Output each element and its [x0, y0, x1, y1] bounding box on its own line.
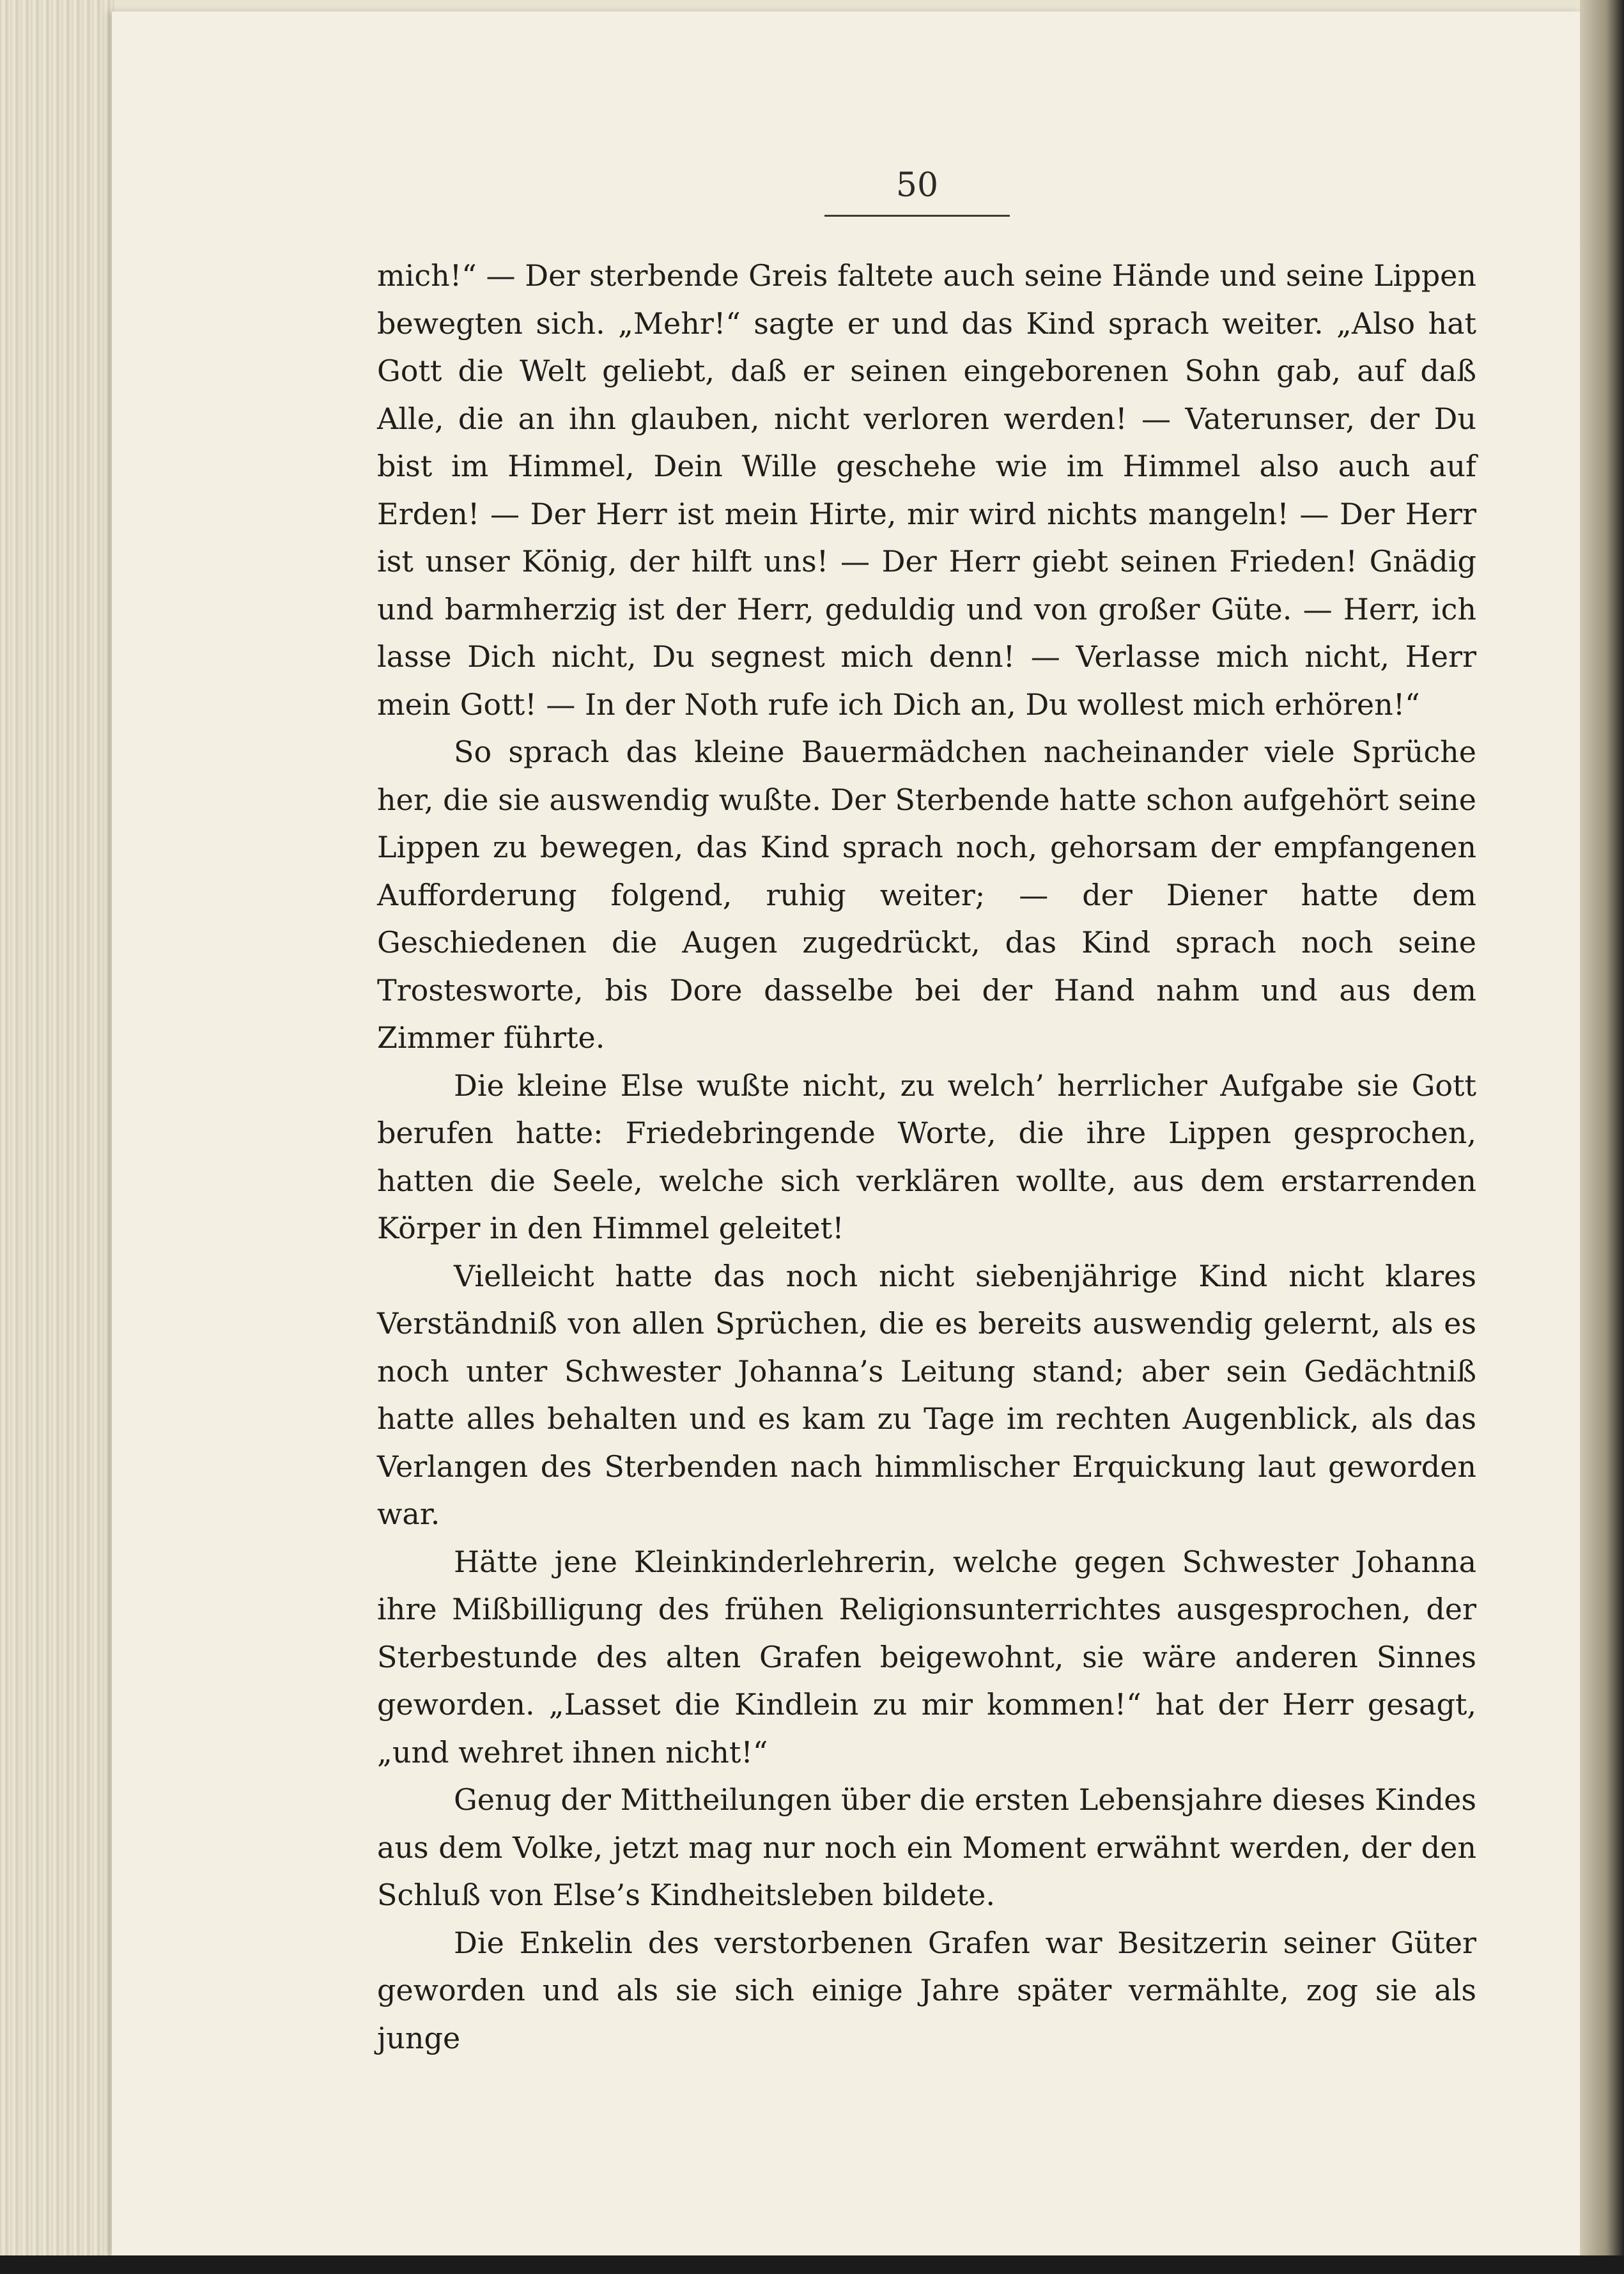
page-stack-edge: [0, 0, 115, 2274]
paragraph-6: Genug der Mittheilungen über die ersten Lebensjahre dieses Kindes aus dem Volke, jetzt mag nur noch ein Moment erwähnt werden, der den Schluß von Else’s Kindheitsleben bildete.: [377, 1782, 1476, 1912]
scan-background: [0, 2255, 1624, 2274]
page-number: 50: [895, 166, 939, 205]
book-spine: [1580, 0, 1624, 2274]
paragraph-2: So sprach das kleine Bauermädchen nacheinander viele Sprüche her, die sie auswendig wußte. Der Sterbende hatte schon aufgehört seine Lippen zu bewegen, das Kind sprach noch, gehorsam der empfangenen Aufforderung folgend, ruhig weiter; — der Diener hatte dem Geschiedenen die Augen zugedrückt, das Kind sprach noch seine Trostesworte, bis Dore dasselbe bei der Hand nahm und aus dem Zimmer führte.: [377, 735, 1476, 1055]
body-text: [377, 252, 1476, 2062]
paragraph-3: Die kleine Else wußte nicht, zu welch’ herrlicher Aufgabe sie Gott berufen hatte: Friedebringende Worte, die ihre Lippen gesprochen, hatten die Seele, welche sich verklären wollte, aus dem erstarrenden Körper in den Himmel geleitet!: [377, 1068, 1476, 1245]
header-rule: [824, 215, 1010, 217]
paragraph-4: Vielleicht hatte das noch nicht siebenjährige Kind nicht klares Verständniß von allen Sprüchen, die es bereits auswendig gelernt, als es noch unter Schwester Johanna’s Leitung stand; aber sein Gedächtniß hatte alles behalten und es kam zu Tage im rechten Augenblick, als das Verlangen des Sterbenden nach himmlischer Erquickung laut geworden war.: [377, 1258, 1476, 1531]
paragraph-7: Die Enkelin des verstorbenen Grafen war Besitzerin seiner Güter geworden und als sie sich einige Jahre später vermählte, zog sie als junge: [377, 1925, 1476, 2055]
paragraph-1: mich!“ — Der sterbende Greis faltete auch seine Hände und seine Lippen bewegten sich. „Mehr!“ sagte er und das Kind sprach weiter. „Also hat Gott die Welt geliebt, daß er seinen eingeborenen Sohn gab, auf daß Alle, die an ihn glauben, nicht verloren werden! — Vaterunser, der Du bist im Himmel, Dein Wille geschehe wie im Himmel also auch auf Erden! — Der Herr ist mein Hirte, mir wird nichts mangeln! — Der Herr ist unser König, der hilft uns! — Der Herr giebt seinen Frieden! Gnädig und barmherzig ist der Herr, geduldig und von großer Güte. — Herr, ich lasse Dich nicht, Du segnest mich denn! — Verlasse mich nicht, Herr mein Gott! — In der Noth rufe ich Dich an, Du wollest mich erhören!“: [377, 258, 1476, 722]
paragraph-5: Hätte jene Kleinkinderlehrerin, welche gegen Schwester Johanna ihre Mißbilligung des frühen Religionsunterrichtes ausgesprochen, der Sterbestunde des alten Grafen beigewohnt, sie wäre anderen Sinnes geworden. „Lasset die Kindlein zu mir kommen!“ hat der Herr gesagt, „und wehret ihnen nicht!“: [377, 1544, 1476, 1770]
